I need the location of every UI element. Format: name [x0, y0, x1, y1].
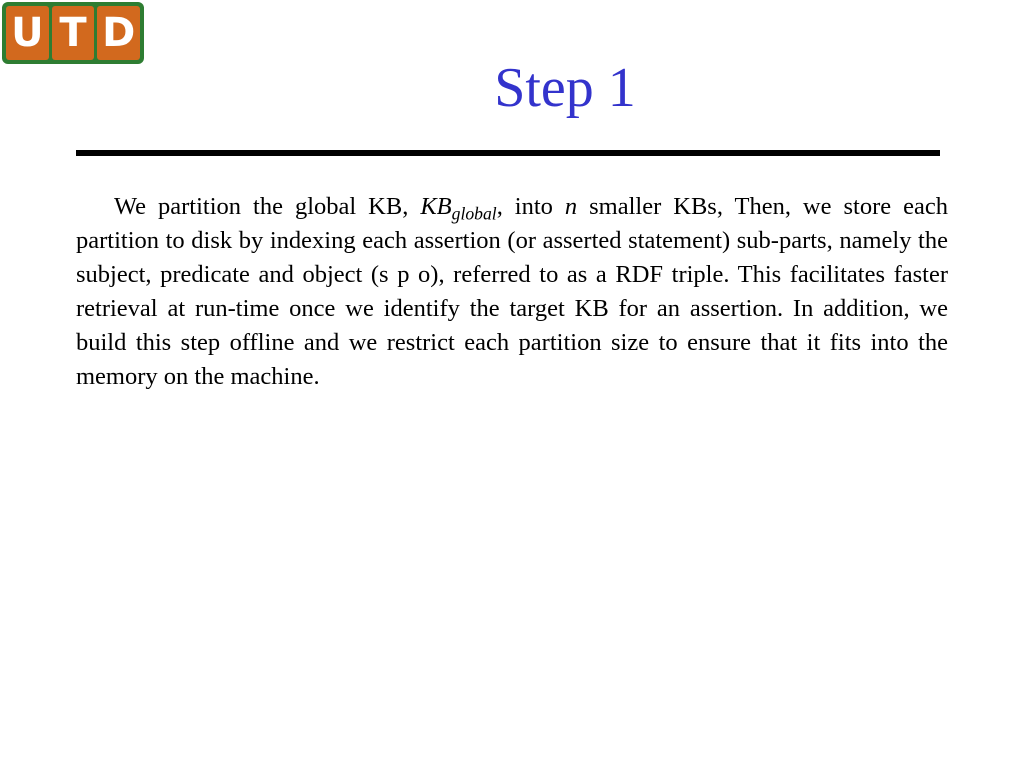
- paragraph-text-1: We partition the global KB,: [114, 193, 421, 220]
- slide-paragraph: [76, 190, 948, 394]
- paragraph-text-2: , into: [496, 193, 565, 220]
- logo-letter-d: D: [97, 6, 140, 60]
- logo-letter-t: T: [52, 6, 95, 60]
- kb-symbol: KB: [420, 193, 452, 220]
- utd-logo: [2, 2, 144, 64]
- kb-global-symbol: [420, 193, 497, 224]
- logo-letter-u: U: [6, 6, 49, 60]
- kb-subscript: global: [451, 203, 497, 224]
- paragraph-text-3: smaller KBs, Then, we store each partition to disk by indexing each assertion (or asserted statement) sub-parts, namely the subject, predicate and object (s p o), referred to as a RDF triple. This facilitates faster retrieval at run-time once we identify the target KB for an assertion. In addition, we build this step offline and we restrict each partition size to ensure that it fits into the memory on the machine.: [76, 193, 948, 390]
- slide-title: Step 1: [494, 57, 636, 119]
- title-divider: [76, 150, 940, 156]
- n-symbol: n: [564, 193, 578, 220]
